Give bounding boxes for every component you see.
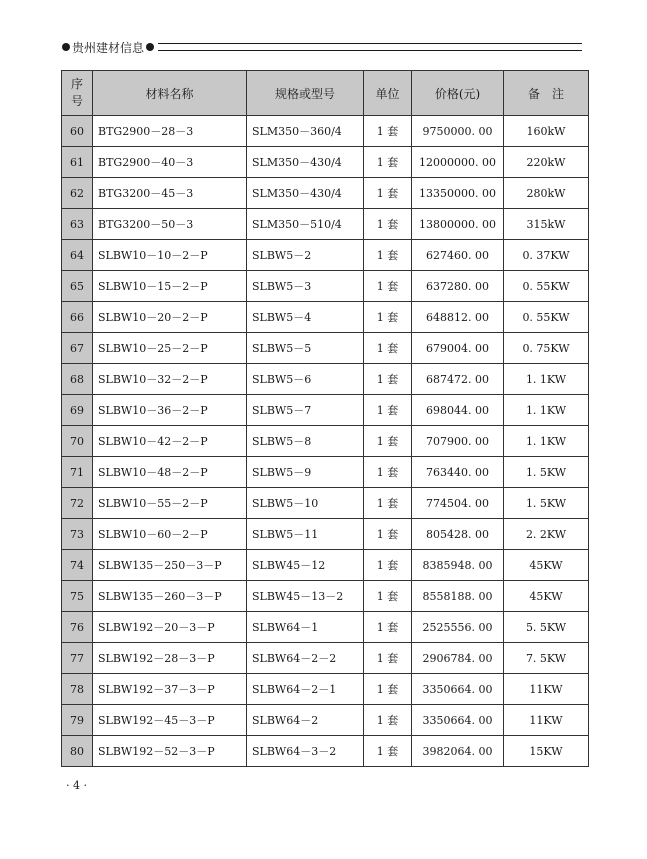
cell-note: 2. 2KW — [504, 519, 589, 550]
cell-row-number: 75 — [62, 581, 93, 612]
publication-title: 贵州建材信息 — [72, 40, 145, 55]
page-number: · 4 · — [66, 779, 87, 792]
table-row — [62, 705, 589, 736]
table-row — [62, 457, 589, 488]
cell-unit: 1 套 — [364, 550, 412, 581]
cell-model-spec: SLBW5－9 — [247, 457, 364, 488]
running-header — [62, 37, 582, 57]
cell-price: 687472. 00 — [412, 364, 504, 395]
cell-row-number: 72 — [62, 488, 93, 519]
table-row — [62, 333, 589, 364]
cell-note: 0. 55KW — [504, 271, 589, 302]
cell-model-spec: SLBW5－3 — [247, 271, 364, 302]
cell-model-spec: SLM350－430/4 — [247, 147, 364, 178]
table-row — [62, 519, 589, 550]
cell-model-spec: SLM350－430/4 — [247, 178, 364, 209]
table-row — [62, 643, 589, 674]
cell-material-name: SLBW192－52－3－P — [93, 736, 247, 767]
cell-row-number: 66 — [62, 302, 93, 333]
cell-row-number: 76 — [62, 612, 93, 643]
cell-row-number: 71 — [62, 457, 93, 488]
cell-note: 45KW — [504, 550, 589, 581]
cell-note: 0. 75KW — [504, 333, 589, 364]
cell-unit: 1 套 — [364, 395, 412, 426]
cell-row-number: 64 — [62, 240, 93, 271]
cell-model-spec: SLBW5－6 — [247, 364, 364, 395]
cell-row-number: 68 — [62, 364, 93, 395]
cell-unit: 1 套 — [364, 674, 412, 705]
table-row — [62, 488, 589, 519]
cell-note: 0. 55KW — [504, 302, 589, 333]
table-row — [62, 581, 589, 612]
table-row — [62, 178, 589, 209]
cell-row-number: 60 — [62, 116, 93, 147]
cell-model-spec: SLBW5－5 — [247, 333, 364, 364]
column-header-note: 备 注 — [504, 71, 589, 116]
cell-note: 0. 37KW — [504, 240, 589, 271]
cell-price: 3350664. 00 — [412, 705, 504, 736]
cell-material-name: SLBW192－28－3－P — [93, 643, 247, 674]
cell-model-spec: SLBW5－4 — [247, 302, 364, 333]
cell-price: 805428. 00 — [412, 519, 504, 550]
cell-note: 11KW — [504, 705, 589, 736]
cell-unit: 1 套 — [364, 581, 412, 612]
cell-unit: 1 套 — [364, 519, 412, 550]
cell-row-number: 67 — [62, 333, 93, 364]
column-header-spec: 规格或型号 — [247, 71, 364, 116]
column-header-unit: 单位 — [364, 71, 412, 116]
cell-model-spec: SLBW64－2 — [247, 705, 364, 736]
cell-model-spec: SLBW5－10 — [247, 488, 364, 519]
cell-model-spec: SLM350－510/4 — [247, 209, 364, 240]
cell-row-number: 63 — [62, 209, 93, 240]
column-header-price: 价格(元) — [412, 71, 504, 116]
cell-row-number: 62 — [62, 178, 93, 209]
cell-row-number: 77 — [62, 643, 93, 674]
cell-row-number: 61 — [62, 147, 93, 178]
cell-price: 12000000. 00 — [412, 147, 504, 178]
cell-material-name: SLBW135－250－3－P — [93, 550, 247, 581]
bullet-icon — [146, 43, 154, 51]
cell-model-spec: SLM350－360/4 — [247, 116, 364, 147]
cell-material-name: SLBW10－36－2－P — [93, 395, 247, 426]
cell-note: 11KW — [504, 674, 589, 705]
cell-note: 1. 5KW — [504, 488, 589, 519]
cell-note: 160kW — [504, 116, 589, 147]
cell-unit: 1 套 — [364, 736, 412, 767]
cell-material-name: BTG3200－50－3 — [93, 209, 247, 240]
cell-unit: 1 套 — [364, 240, 412, 271]
cell-price: 679004. 00 — [412, 333, 504, 364]
cell-price: 8558188. 00 — [412, 581, 504, 612]
cell-note: 5. 5KW — [504, 612, 589, 643]
cell-price: 13350000. 00 — [412, 178, 504, 209]
cell-model-spec: SLBW5－11 — [247, 519, 364, 550]
table-row — [62, 395, 589, 426]
cell-row-number: 80 — [62, 736, 93, 767]
cell-note: 1. 1KW — [504, 426, 589, 457]
column-header-seq — [62, 71, 93, 116]
cell-price: 637280. 00 — [412, 271, 504, 302]
cell-note: 45KW — [504, 581, 589, 612]
cell-unit: 1 套 — [364, 178, 412, 209]
cell-price: 763440. 00 — [412, 457, 504, 488]
cell-row-number: 69 — [62, 395, 93, 426]
cell-material-name: SLBW192－37－3－P — [93, 674, 247, 705]
table-row — [62, 364, 589, 395]
cell-price: 3982064. 00 — [412, 736, 504, 767]
table-row — [62, 116, 589, 147]
cell-material-name: SLBW10－42－2－P — [93, 426, 247, 457]
cell-unit: 1 套 — [364, 488, 412, 519]
cell-material-name: SLBW192－20－3－P — [93, 612, 247, 643]
cell-model-spec: SLBW45－12 — [247, 550, 364, 581]
cell-note: 1. 1KW — [504, 364, 589, 395]
cell-unit: 1 套 — [364, 457, 412, 488]
cell-price: 698044. 00 — [412, 395, 504, 426]
column-header-name: 材料名称 — [93, 71, 247, 116]
cell-material-name: BTG2900－40－3 — [93, 147, 247, 178]
cell-unit: 1 套 — [364, 364, 412, 395]
cell-unit: 1 套 — [364, 302, 412, 333]
seq-header-line-1: 序 — [70, 77, 83, 91]
cell-note: 1. 1KW — [504, 395, 589, 426]
table-row — [62, 302, 589, 333]
table-row — [62, 209, 589, 240]
cell-material-name: SLBW10－60－2－P — [93, 519, 247, 550]
table-row — [62, 736, 589, 767]
cell-material-name: SLBW10－32－2－P — [93, 364, 247, 395]
cell-row-number: 73 — [62, 519, 93, 550]
table-header-row — [62, 71, 589, 116]
cell-unit: 1 套 — [364, 426, 412, 457]
cell-price: 707900. 00 — [412, 426, 504, 457]
cell-material-name: SLBW10－10－2－P — [93, 240, 247, 271]
cell-material-name: SLBW10－48－2－P — [93, 457, 247, 488]
cell-price: 9750000. 00 — [412, 116, 504, 147]
cell-unit: 1 套 — [364, 147, 412, 178]
cell-model-spec: SLBW64－2－2 — [247, 643, 364, 674]
table-row — [62, 240, 589, 271]
cell-material-name: SLBW135－260－3－P — [93, 581, 247, 612]
cell-material-name: SLBW10－20－2－P — [93, 302, 247, 333]
cell-price: 627460. 00 — [412, 240, 504, 271]
cell-unit: 1 套 — [364, 643, 412, 674]
cell-price: 2906784. 00 — [412, 643, 504, 674]
cell-model-spec: SLBW64－3－2 — [247, 736, 364, 767]
cell-unit: 1 套 — [364, 705, 412, 736]
cell-price: 2525556. 00 — [412, 612, 504, 643]
cell-material-name: BTG2900－28－3 — [93, 116, 247, 147]
cell-unit: 1 套 — [364, 271, 412, 302]
cell-unit: 1 套 — [364, 116, 412, 147]
cell-material-name: SLBW10－55－2－P — [93, 488, 247, 519]
cell-note: 15KW — [504, 736, 589, 767]
cell-model-spec: SLBW5－2 — [247, 240, 364, 271]
cell-price: 8385948. 00 — [412, 550, 504, 581]
table-row — [62, 147, 589, 178]
cell-unit: 1 套 — [364, 333, 412, 364]
table-row — [62, 271, 589, 302]
table-row — [62, 674, 589, 705]
cell-note: 280kW — [504, 178, 589, 209]
cell-material-name: BTG3200－45－3 — [93, 178, 247, 209]
cell-material-name: SLBW10－15－2－P — [93, 271, 247, 302]
cell-price: 648812. 00 — [412, 302, 504, 333]
cell-model-spec: SLBW64－1 — [247, 612, 364, 643]
cell-model-spec: SLBW5－7 — [247, 395, 364, 426]
cell-model-spec: SLBW64－2－1 — [247, 674, 364, 705]
cell-row-number: 65 — [62, 271, 93, 302]
cell-row-number: 74 — [62, 550, 93, 581]
cell-note: 1. 5KW — [504, 457, 589, 488]
cell-material-name: SLBW192－45－3－P — [93, 705, 247, 736]
price-table — [61, 70, 589, 767]
cell-row-number: 70 — [62, 426, 93, 457]
cell-price: 3350664. 00 — [412, 674, 504, 705]
table-row — [62, 550, 589, 581]
table-row — [62, 612, 589, 643]
cell-price: 13800000. 00 — [412, 209, 504, 240]
cell-model-spec: SLBW45－13－2 — [247, 581, 364, 612]
cell-note: 315kW — [504, 209, 589, 240]
cell-note: 7. 5KW — [504, 643, 589, 674]
bullet-icon — [62, 43, 70, 51]
cell-unit: 1 套 — [364, 209, 412, 240]
seq-header-line-2: 号 — [70, 94, 83, 108]
cell-price: 774504. 00 — [412, 488, 504, 519]
header-double-rule — [158, 43, 582, 51]
cell-model-spec: SLBW5－8 — [247, 426, 364, 457]
cell-note: 220kW — [504, 147, 589, 178]
cell-unit: 1 套 — [364, 612, 412, 643]
table-row — [62, 426, 589, 457]
cell-row-number: 79 — [62, 705, 93, 736]
cell-row-number: 78 — [62, 674, 93, 705]
cell-material-name: SLBW10－25－2－P — [93, 333, 247, 364]
